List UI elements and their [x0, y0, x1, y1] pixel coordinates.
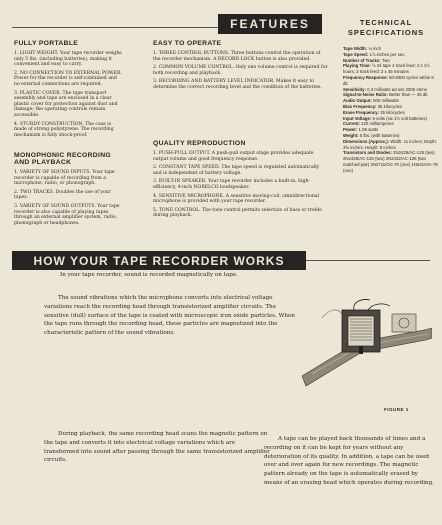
paragraph-recording: The sound vibrations which the microphone converts into electrical voltage variations reach the recording head through transistorized amplifier circuits. The sensitive (dull) surface of the tape is coated with microscopic iron oxide particles. When the tape runs through the recording head, these particles are magnetized into the characteristic pattern of the sound vibrations. [44, 295, 295, 337]
list-item: 1. THREE CONTROL BUTTONS. Three buttons control the operation of the recorder mechanism. A RECORD LOCK button is also provided. [153, 51, 321, 62]
spec-value: 0.3 millivolts across 2000 ohms [367, 86, 427, 92]
easy-heading: EASY TO OPERATE [153, 40, 222, 47]
list-item: 1. PUSH-PULL OUTPUT. A push-pull output stage provides adequate output volume and good frequency response. [153, 151, 314, 162]
easy-list [153, 51, 329, 91]
spec-value: 2N2428/AC-125 (two) 2N2428/AC-125 (two) 2N2432/AC-128 (two matched pair) 2N2711/OC-70 (one) 1N541/OA-79 (one) [343, 150, 438, 173]
quality-section [153, 140, 329, 222]
spec-label: Tape Speed: [343, 51, 369, 57]
spec-label: Transistors and Diodes: [343, 150, 392, 156]
spec-value: 35 kilocycles [377, 103, 402, 109]
spec-label: Sensitivity: [343, 86, 366, 92]
spec-label: Current: [343, 121, 360, 127]
spec-value: 35 kilocycles [380, 109, 405, 115]
list-item: 2. TWO TRACKS. Doubles the use of your tapes. [14, 189, 111, 201]
list-item: 1. VARIETY OF SOUND INPUTS. Your tape recorder is capable of recording from a microphone, radio, or phonograph. [14, 170, 115, 187]
paragraph-intro: In your tape recorder, sound is recorded magnetically on tape. [60, 272, 238, 278]
list-item: 3. VARIETY OF SOUND OUTPUTS. Your tape recorder is also capable of playing tapes through an external amplifier system, radio, phonograph or headphones. [14, 203, 120, 226]
fully-portable-heading: FULLY PORTABLE [14, 40, 79, 47]
list-item: 2. COMMON VOLUME CONTROL. Only one volume control is required for both recording and playback. [153, 65, 328, 76]
spec-label: Input Voltage: [343, 115, 372, 121]
spec-value: Better than — 45 db [389, 92, 428, 98]
spec-label: Power: [343, 127, 358, 133]
quality-list [153, 151, 329, 219]
spec-label: Playing Time: [343, 63, 371, 69]
how-heading: HOW YOUR TAPE RECORDER WORKS [12, 251, 306, 270]
list-item: 4. SENSITIVE MICROPHONE. A sensitive moving-coil, omnidirectional microphone is provided with your tape recorder. [153, 193, 320, 205]
spec-label: Frequency Response: [343, 74, 388, 80]
list-item: 3. BUILT-IN SPEAKER. Your tape recorder includes a built-in, high-efficiency, 4-inch NORELCO loudspeaker. [153, 179, 311, 190]
features-heading: FEATURES [218, 14, 322, 34]
tape-head-illustration [302, 298, 432, 390]
fully-portable-list [14, 51, 124, 138]
list-item: 2. CONSTANT TAPE SPEED. The tape speed is regulated automatically and is independent of battery voltage. [153, 165, 320, 176]
easy-section [153, 40, 329, 94]
spec-label: Weight: [343, 132, 359, 138]
fully-portable-section [14, 40, 124, 141]
spec-label: Number of Tracks: [343, 57, 381, 63]
section-rule [306, 260, 430, 261]
spec-row [343, 75, 438, 87]
spec-value: 9 volts (six 1½ volt batteries) [372, 115, 427, 121]
tech-specs-heading: TECHNICAL SPECIFICATIONS [347, 18, 425, 37]
spec-row [343, 150, 438, 173]
paragraph-playback: During playback, the same recording head scans the magnetic pattern on the tape and converts it into electrical voltage variations which are transformed into sound after passing through the same transistorized amplifier circuits. [44, 431, 270, 464]
header-rule [12, 27, 218, 28]
list-item: 2. NO CONNECTION TO EXTERNAL POWER. Power for the recorder is self-contained and no external connections are required. [14, 70, 122, 87]
list-item: 3. RECORDING AND BATTERY LEVEL INDICATOR. Makes it easy to determine the correct recording level and the condition of the batteries. [153, 79, 322, 90]
spec-value: 500 milliwatts [373, 98, 399, 104]
spec-label: Dimensions (Approx.): [343, 138, 390, 144]
spec-value: 120 milliamperes [361, 121, 394, 127]
spec-label: Bias Frequency: [343, 103, 377, 109]
spec-label: Audio Output: [343, 98, 372, 104]
spec-value: 1.08 watts [358, 127, 379, 133]
spec-row [343, 139, 438, 151]
spec-value: Width: 11 inches; Depth: 3⅝ inches; Height: 8 inches [343, 138, 437, 150]
specs-list [343, 46, 438, 174]
mono-section [14, 152, 124, 229]
spec-row [343, 63, 438, 75]
spec-label: Erase Frequency: [343, 109, 380, 115]
mono-list [14, 170, 124, 226]
quality-heading: QUALITY REPRODUCTION [153, 140, 246, 147]
spec-value: ½ ml tape 4 track feed: 2 x 1½ hours; 3 track feed: 2 x 45 minutes [343, 63, 430, 75]
paragraph-erase: A tape can be played back thousands of times and a recording on it can be kept for years without any deterioration of its quality. In addition, a tape can be used over and over again for new recordings. The magnetic pattern already on the tape is automatically erased by means of an erasing head which operates during recording. [264, 436, 434, 486]
spec-value: 5 lbs. (with batteries) [359, 132, 400, 138]
mono-heading: MONOPHONIC RECORDING AND PLAYBACK [14, 152, 112, 166]
spec-label: Tape Width: [343, 46, 368, 51]
list-item: 3. PLASTIC COVER. The tape transport assembly and tape are enclosed in a clear plastic cover for protection against dust and damage; the operating controls remain accessible. [14, 90, 118, 118]
list-item: 1. LIGHT WEIGHT. Your tape recorder weighs only 5 lbs. (including batteries), making it convenient and easy to carry. [14, 51, 122, 68]
spec-value: Two [381, 57, 390, 63]
list-item: 4. STURDY CONSTRUCTION. The case is made of strong polystyrene. The recording mechanism is fully shock-proof. [14, 121, 114, 138]
spec-value: 1⅞ inches per sec. [369, 51, 406, 57]
figure-label: FIGURE 1 [384, 407, 409, 412]
spec-value: ¼ inch [368, 46, 382, 51]
spec-value: 60-6000 cycles within 6 db [343, 74, 434, 86]
list-item: 5. TONE CONTROL. The tone control permits selection of bass or treble during playback. [153, 207, 322, 219]
spec-label: Signal-to-Noise Ratio: [343, 92, 388, 98]
